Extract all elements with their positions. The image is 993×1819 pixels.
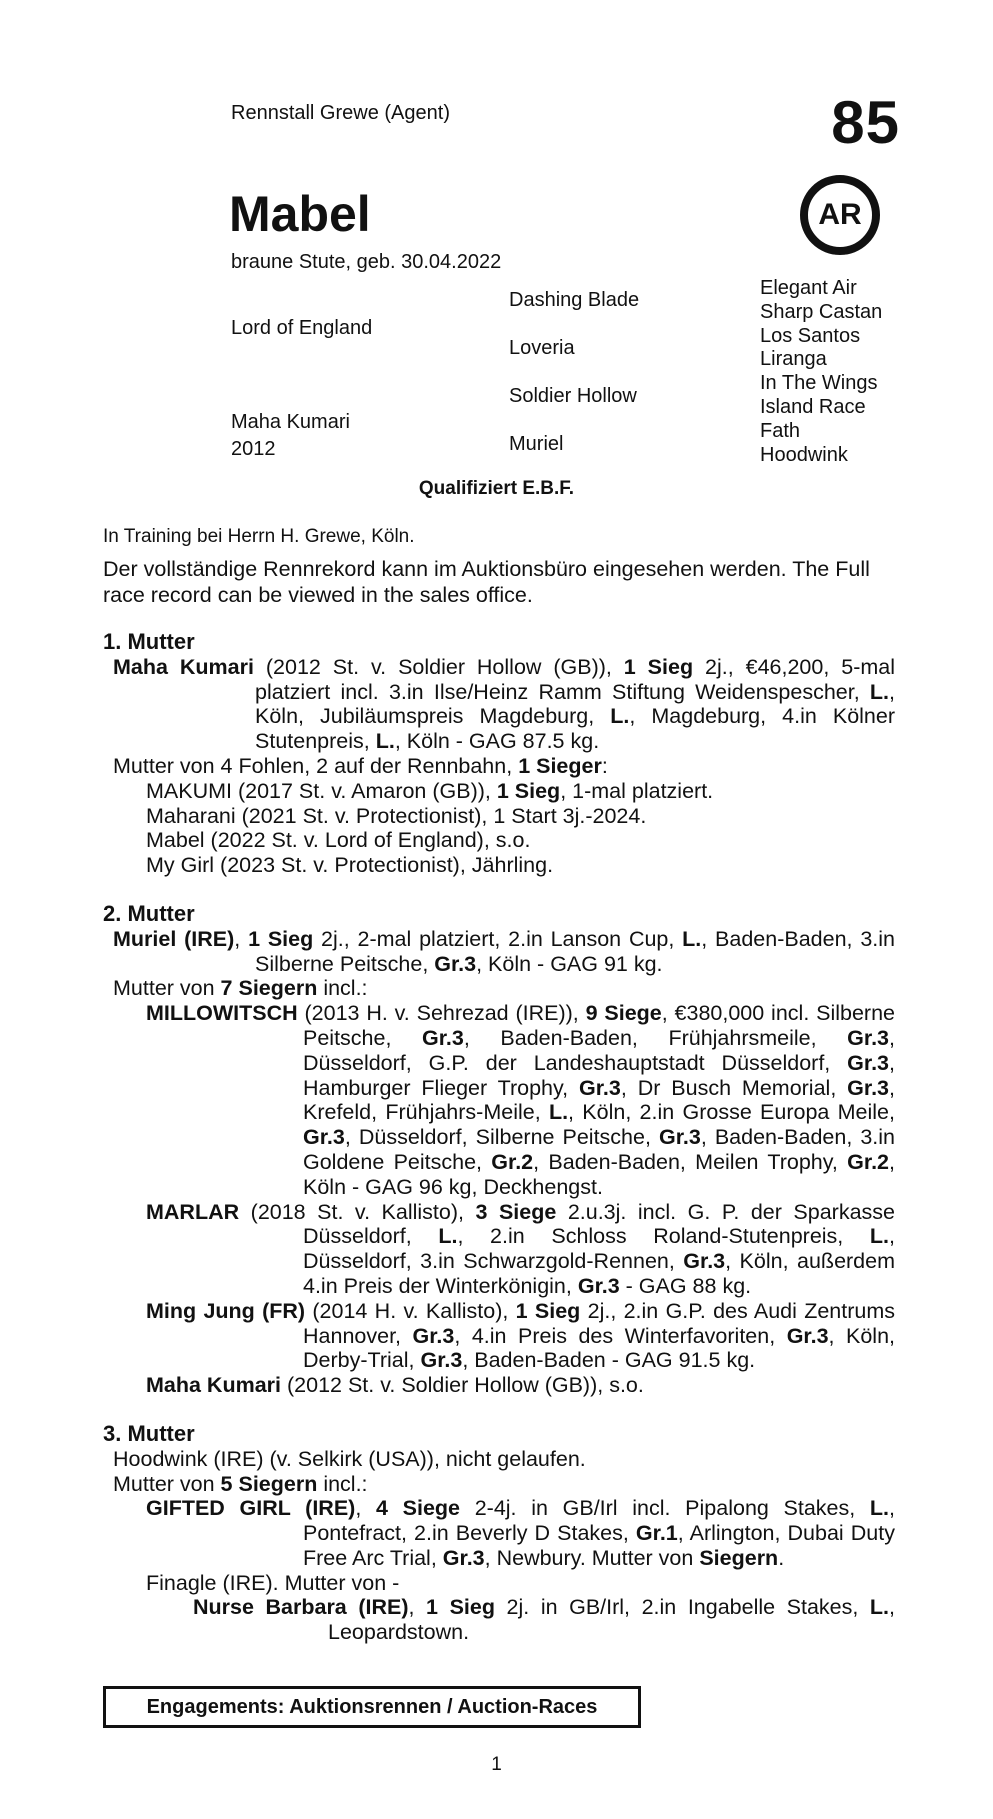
qualification: Qualifiziert E.B.F. <box>418 478 575 499</box>
dam2-foal-maha-kumari: Maha Kumari (2012 St. v. Soldier Hollow (GB)), s.o. <box>146 1373 644 1398</box>
pedigree-gen3-3: Los Santos <box>760 324 861 347</box>
pedigree-gen3-1: Elegant Air <box>760 277 857 299</box>
dam2-entry: Muriel (IRE), 1 Sieg 2j., 2-mal platziert, 2.in Lanson Cup, L., Baden-Baden, 3.in Silberne Peitsche, Gr.3, Köln - GAG 91 kg. <box>113 926 895 976</box>
pedigree-gen2-3: Soldier Hollow <box>509 385 637 407</box>
pedigree-sire: Lord of England <box>231 317 373 339</box>
dam3-heading: 3. Mutter <box>103 1420 195 1446</box>
dam3-foal-gifted-girl: GIFTED GIRL (IRE), 4 Siege 2-4j. in GB/Irl incl. Pipalong Stakes, L., Pontefract, 2.in Beverly D Stakes, Gr.1, Arlington, Dubai Duty Free Arc Trial, Gr.3, Newbury. Mutter von Siegern. <box>146 1496 896 1570</box>
record-note: Der vollständige Rennrekord kann im Auktionsbüro eingesehen werden. The Full race record can be viewed in the sales office. <box>103 557 870 607</box>
pedigree-dam: Maha Kumari <box>231 411 350 433</box>
pedigree-gen3 <box>760 277 882 467</box>
dam2-foal-ming-jung: Ming Jung (FR) (2014 H. v. Kallisto), 1 Sieg 2j., 2.in G.P. des Audi Zentrums Hannover, Gr.3, 4.in Preis des Winterfavoriten, Gr.3, Köln, Derby-Trial, Gr.3, Baden-Baden - GAG 91.5 kg. <box>146 1298 896 1373</box>
dam2-heading: 2. Mutter <box>103 900 195 926</box>
pedigree-gen2-4: Muriel <box>509 433 564 455</box>
pedigree-gen3-2: Sharp Castan <box>760 300 883 323</box>
dam1-foal-1: MAKUMI (2017 St. v. Amaron (GB)), 1 Sieg, 1-mal platziert. <box>146 778 714 803</box>
training-note: In Training bei Herrn H. Grewe, Köln. <box>103 526 415 547</box>
dam-line <box>103 630 895 1645</box>
dam1-foal-3: Mabel (2022 St. v. Lord of England), s.o. <box>146 828 531 853</box>
consignor: Rennstall Grewe (Agent) <box>231 102 450 124</box>
dam1-foal-2: Maharani (2021 St. v. Protectionist), 1 Start 3j.-2024. <box>146 803 647 828</box>
ar-badge <box>800 175 880 255</box>
engagements-label: Engagements: Auktionsrennen / Auction-Races <box>146 1695 598 1718</box>
dam1-produce: Mutter von 4 Fohlen, 2 auf der Rennbahn, 1 Sieger: <box>113 753 608 778</box>
page-number: 1 <box>491 1754 502 1775</box>
dam2-foal-marlar: MARLAR (2018 St. v. Kallisto), 3 Siege 2.u.3j. incl. G. P. der Sparkasse Düsseldorf, L., 2.in Schloss Roland-Stutenpreis, L., Düsseldorf, 3.in Schwarzgold-Rennen, Gr.3, Köln, außerdem 4.in Preis der Winterkönigin, Gr.3 - GAG 88 kg. <box>146 1199 896 1298</box>
horse-name: Mabel <box>229 186 371 242</box>
engagements-box <box>103 1686 641 1728</box>
pedigree-gen3-4: Liranga <box>760 348 827 371</box>
dam1-foal-4: My Girl (2023 St. v. Protectionist), Jährling. <box>146 853 554 878</box>
dam3-foal-finagle: Finagle (IRE). Mutter von - <box>146 1570 400 1595</box>
pedigree-dam-year: 2012 <box>231 438 276 460</box>
dam2-foal-millowitsch: MILLOWITSCH (2013 H. v. Sehrezad (IRE)), 9 Siege, €380,000 incl. Silberne Peitsche, Gr.3, Baden-Baden, Frühjahrsmeile, Gr.3, Düsseldorf, G.P. der Landeshauptstadt Düsseldorf, Gr.3, Hamburger Flieger Trophy, Gr.3, Dr Busch Memorial, Gr.3, Krefeld, Frühjahrs-Meile, L., Köln, 2.in Grosse Europa Meile, Gr.3, Düsseldorf, Silberne Peitsche, Gr.3, Baden-Baden, 3.in Goldene Peitsche, Gr.2, Baden-Baden, Meilen Trophy, Gr.2, Köln - GAG 96 kg, Deckhengst. <box>146 1001 895 1199</box>
pedigree-gen2-1: Dashing Blade <box>509 289 640 311</box>
dam2-produce: Mutter von 7 Siegern incl.: <box>113 976 368 1001</box>
dam1-entry: Maha Kumari (2012 St. v. Soldier Hollow (GB)), 1 Sieg 2j., €46,200, 5-mal platziert incl. 3.in Ilse/Heinz Ramm Stiftung Weidenspescher, L., Köln, Jubiläumspreis Magdeburg, L., Magdeburg, 4.in Kölner Stutenpreis, L., Köln - GAG 87.5 kg. <box>113 654 895 754</box>
ar-badge-label: AR <box>818 198 862 231</box>
pedigree-gen3-5: In The Wings <box>760 372 878 395</box>
horse-description: braune Stute, geb. 30.04.2022 <box>231 251 502 273</box>
dam3-produce: Mutter von 5 Siegern incl.: <box>113 1471 368 1496</box>
pedigree-gen3-6: Island Race <box>760 395 866 418</box>
pedigree-gen3-7: Fath <box>760 419 801 442</box>
pedigree-gen3-8: Hoodwink <box>760 443 848 466</box>
dam3-entry: Hoodwink (IRE) (v. Selkirk (USA)), nicht gelaufen. <box>113 1446 586 1471</box>
pedigree-gen2-2: Loveria <box>509 337 575 359</box>
dam3-grandfoal-nurse-barbara: Nurse Barbara (IRE), 1 Sieg 2j. in GB/Irl, 2.in Ingabelle Stakes, L., Leopardstown. <box>193 1595 896 1645</box>
dam1-heading: 1. Mutter <box>103 629 195 654</box>
lot-number: 85 <box>831 89 900 156</box>
